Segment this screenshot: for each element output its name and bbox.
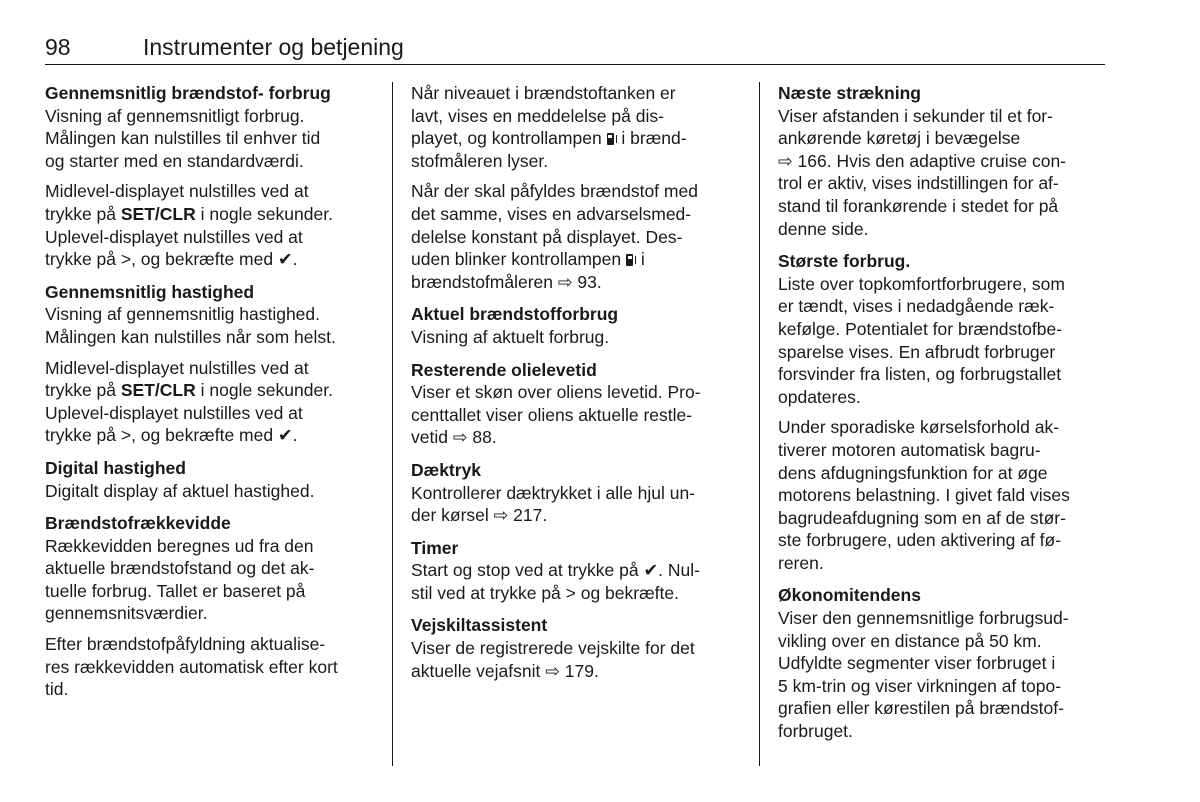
text-line: lavt, vises en meddelelse på dis- (411, 105, 664, 126)
text-line: Viser de registrerede vejskilte for det (411, 638, 695, 659)
paragraph (411, 82, 741, 172)
section (411, 459, 741, 527)
text-line: er tændt, vises i nedadgående ræk- (778, 296, 1055, 317)
text-line: grafien eller kørestilen på brændstof- (778, 698, 1064, 719)
text-line: Visning af gennemsnitligt forbrug. (45, 105, 305, 126)
section (45, 82, 375, 271)
paragraph (411, 326, 741, 349)
paragraph (411, 381, 741, 449)
text-line: Udfyldte segmenter viser forbruget i (778, 653, 1056, 674)
text-line: centtallet viser oliens aktuelle restle- (411, 404, 693, 425)
page-title: Instrumenter og betjening (143, 34, 404, 60)
text-line: uden blinker kontrollampen i (411, 249, 645, 270)
text-line: Uplevel-displayet nulstilles ved at (45, 226, 303, 247)
paragraph (411, 180, 741, 293)
paragraph (778, 105, 1108, 241)
text-line: Viser afstanden i sekunder til et for- (778, 105, 1053, 126)
fuel-pump-icon (626, 253, 636, 266)
text-line: tid. (45, 679, 69, 700)
text-line: res rækkevidden automatisk efter kort (45, 656, 338, 677)
text-line: ankørende køretøj i bevægelse (778, 128, 1021, 149)
section-heading: Digital hastighed (45, 457, 186, 478)
section-heading: Økonomitendens (778, 585, 921, 606)
paragraph (411, 482, 741, 527)
column-divider (759, 82, 760, 766)
text-line: delelse konstant på displayet. Des- (411, 226, 683, 247)
section-heading: Brændstofrækkevidde (45, 513, 231, 534)
text-line: tuelle forbrug. Tallet er baseret på (45, 580, 306, 601)
text-line: Når der skal påfyldes brændstof med (411, 181, 698, 202)
paragraph (45, 357, 375, 447)
text-line: Rækkevidden beregnes ud fra den (45, 535, 314, 556)
text-line: stofmåleren lyser. (411, 150, 549, 171)
text-line: kefølge. Potentialet for brændstofbe- (778, 318, 1063, 339)
section-heading: Resterende olielevetid (411, 359, 597, 380)
text-line: tiverer motoren automatisk bagru- (778, 439, 1041, 460)
section (411, 614, 741, 682)
text-line: vetid ⇨ 88. (411, 427, 497, 448)
text-line: gennemsnitsværdier. (45, 603, 208, 624)
section (411, 303, 741, 348)
section-heading: Næste strækning (778, 83, 921, 103)
section (45, 281, 375, 447)
text-line: aktuelle brændstofstand og det ak- (45, 558, 315, 579)
paragraph (45, 303, 375, 348)
section-heading: Aktuel brændstofforbrug (411, 304, 619, 325)
page-number: 98 (45, 34, 71, 60)
text-line: stil ved at trykke på > og bekræfte. (411, 582, 679, 603)
column-divider (392, 82, 393, 766)
text-line: forsvinder fra listen, og forbrugstallet (778, 364, 1062, 385)
page-header (45, 32, 1105, 66)
text-line: ste forbrugere, uden aktivering af fø- (778, 530, 1062, 551)
text-line: Start og stop ved at trykke på ✔. Nul- (411, 560, 700, 581)
text-line: brændstofmåleren ⇨ 93. (411, 271, 602, 292)
text-line: Visning af gennemsnitlig hastighed. (45, 304, 321, 325)
header-rule (45, 64, 1105, 65)
section (45, 457, 375, 502)
section (778, 82, 1108, 240)
paragraph (778, 416, 1108, 574)
text-line: Viser et skøn over oliens levetid. Pro- (411, 382, 701, 403)
text-line: trykke på SET/CLR i nogle sekunder. (45, 380, 333, 401)
column-2 (411, 82, 741, 692)
section-heading: Største forbrug. (778, 251, 911, 272)
paragraph (411, 559, 741, 604)
text-line: denne side. (778, 218, 869, 239)
text-line: og starter med en standardværdi. (45, 150, 304, 171)
text-line: Efter brændstofpåfyldning aktualise- (45, 634, 326, 655)
text-line: Liste over topkomfortforbrugere, som (778, 273, 1065, 294)
text-line: Midlevel-displayet nulstilles ved at (45, 181, 309, 202)
text-line: reren. (778, 552, 824, 573)
section (411, 537, 741, 605)
text-line: Viser den gennemsnitlige forbrugsud- (778, 608, 1069, 629)
section (778, 250, 1108, 574)
text-line: motorens belastning. I givet fald vises (778, 485, 1070, 506)
text-line: playet, og kontrollampen i brænd- (411, 128, 687, 149)
text-line: Visning af aktuelt forbrug. (411, 326, 610, 347)
paragraph (45, 105, 375, 173)
text-line: Målingen kan nulstilles når som helst. (45, 326, 336, 347)
text-line: trykke på SET/CLR i nogle sekunder. (45, 203, 333, 224)
paragraph (778, 607, 1108, 743)
text-line: Uplevel-displayet nulstilles ved at (45, 402, 303, 423)
column-3 (778, 82, 1108, 753)
text-line: stand til forankørende i stedet for på (778, 195, 1059, 216)
paragraph (45, 633, 375, 701)
text-line: det samme, vises en advarselsmed- (411, 203, 692, 224)
section (411, 82, 741, 293)
text-line: aktuelle vejafsnit ⇨ 179. (411, 660, 599, 681)
text-line: Når niveauet i brændstoftanken er (411, 83, 676, 103)
section-heading: Timer (411, 537, 459, 558)
text-line: der kørsel ⇨ 217. (411, 505, 548, 526)
section (778, 584, 1108, 742)
paragraph (45, 535, 375, 625)
text-line: Kontrollerer dæktrykket i alle hjul un- (411, 482, 696, 503)
section-heading: Dæktryk (411, 459, 482, 480)
paragraph (778, 273, 1108, 409)
text-line: sparelse vises. En afbrudt forbruger (778, 341, 1056, 362)
text-line: Midlevel-displayet nulstilles ved at (45, 357, 309, 378)
section-heading: Gennemsnitlig hastighed (45, 281, 255, 302)
text-line: Målingen kan nulstilles til enhver tid (45, 128, 321, 149)
paragraph (45, 180, 375, 270)
text-line: bagrudeafdugning som en af de stør- (778, 507, 1066, 528)
text-line: trykke på >, og bekræfte med ✔. (45, 425, 298, 446)
section-heading: Vejskiltassistent (411, 615, 548, 636)
text-line: ⇨ 166. Hvis den adaptive cruise con- (778, 150, 1067, 171)
section (411, 359, 741, 449)
text-line: dens afdugningsfunktion for at øge (778, 462, 1048, 483)
text-line: forbruget. (778, 721, 853, 742)
text-line: trol er aktiv, vises indstillingen for af- (778, 173, 1059, 194)
text-line: trykke på >, og bekræfte med ✔. (45, 249, 298, 270)
text-line: vikling over en distance på 50 km. (778, 630, 1042, 651)
text-line: Digitalt display af aktuel hastighed. (45, 480, 315, 501)
text-line: 5 km-trin og viser virkningen af topo- (778, 675, 1062, 696)
paragraph (45, 480, 375, 503)
section (45, 512, 375, 701)
text-line: opdateres. (778, 386, 861, 407)
fuel-pump-icon (607, 132, 617, 145)
column-1 (45, 82, 375, 711)
text-line: Under sporadiske kørselsforhold ak- (778, 417, 1060, 438)
paragraph (411, 637, 741, 682)
section-heading: Gennemsnitlig brændstof- forbrug (45, 83, 331, 103)
